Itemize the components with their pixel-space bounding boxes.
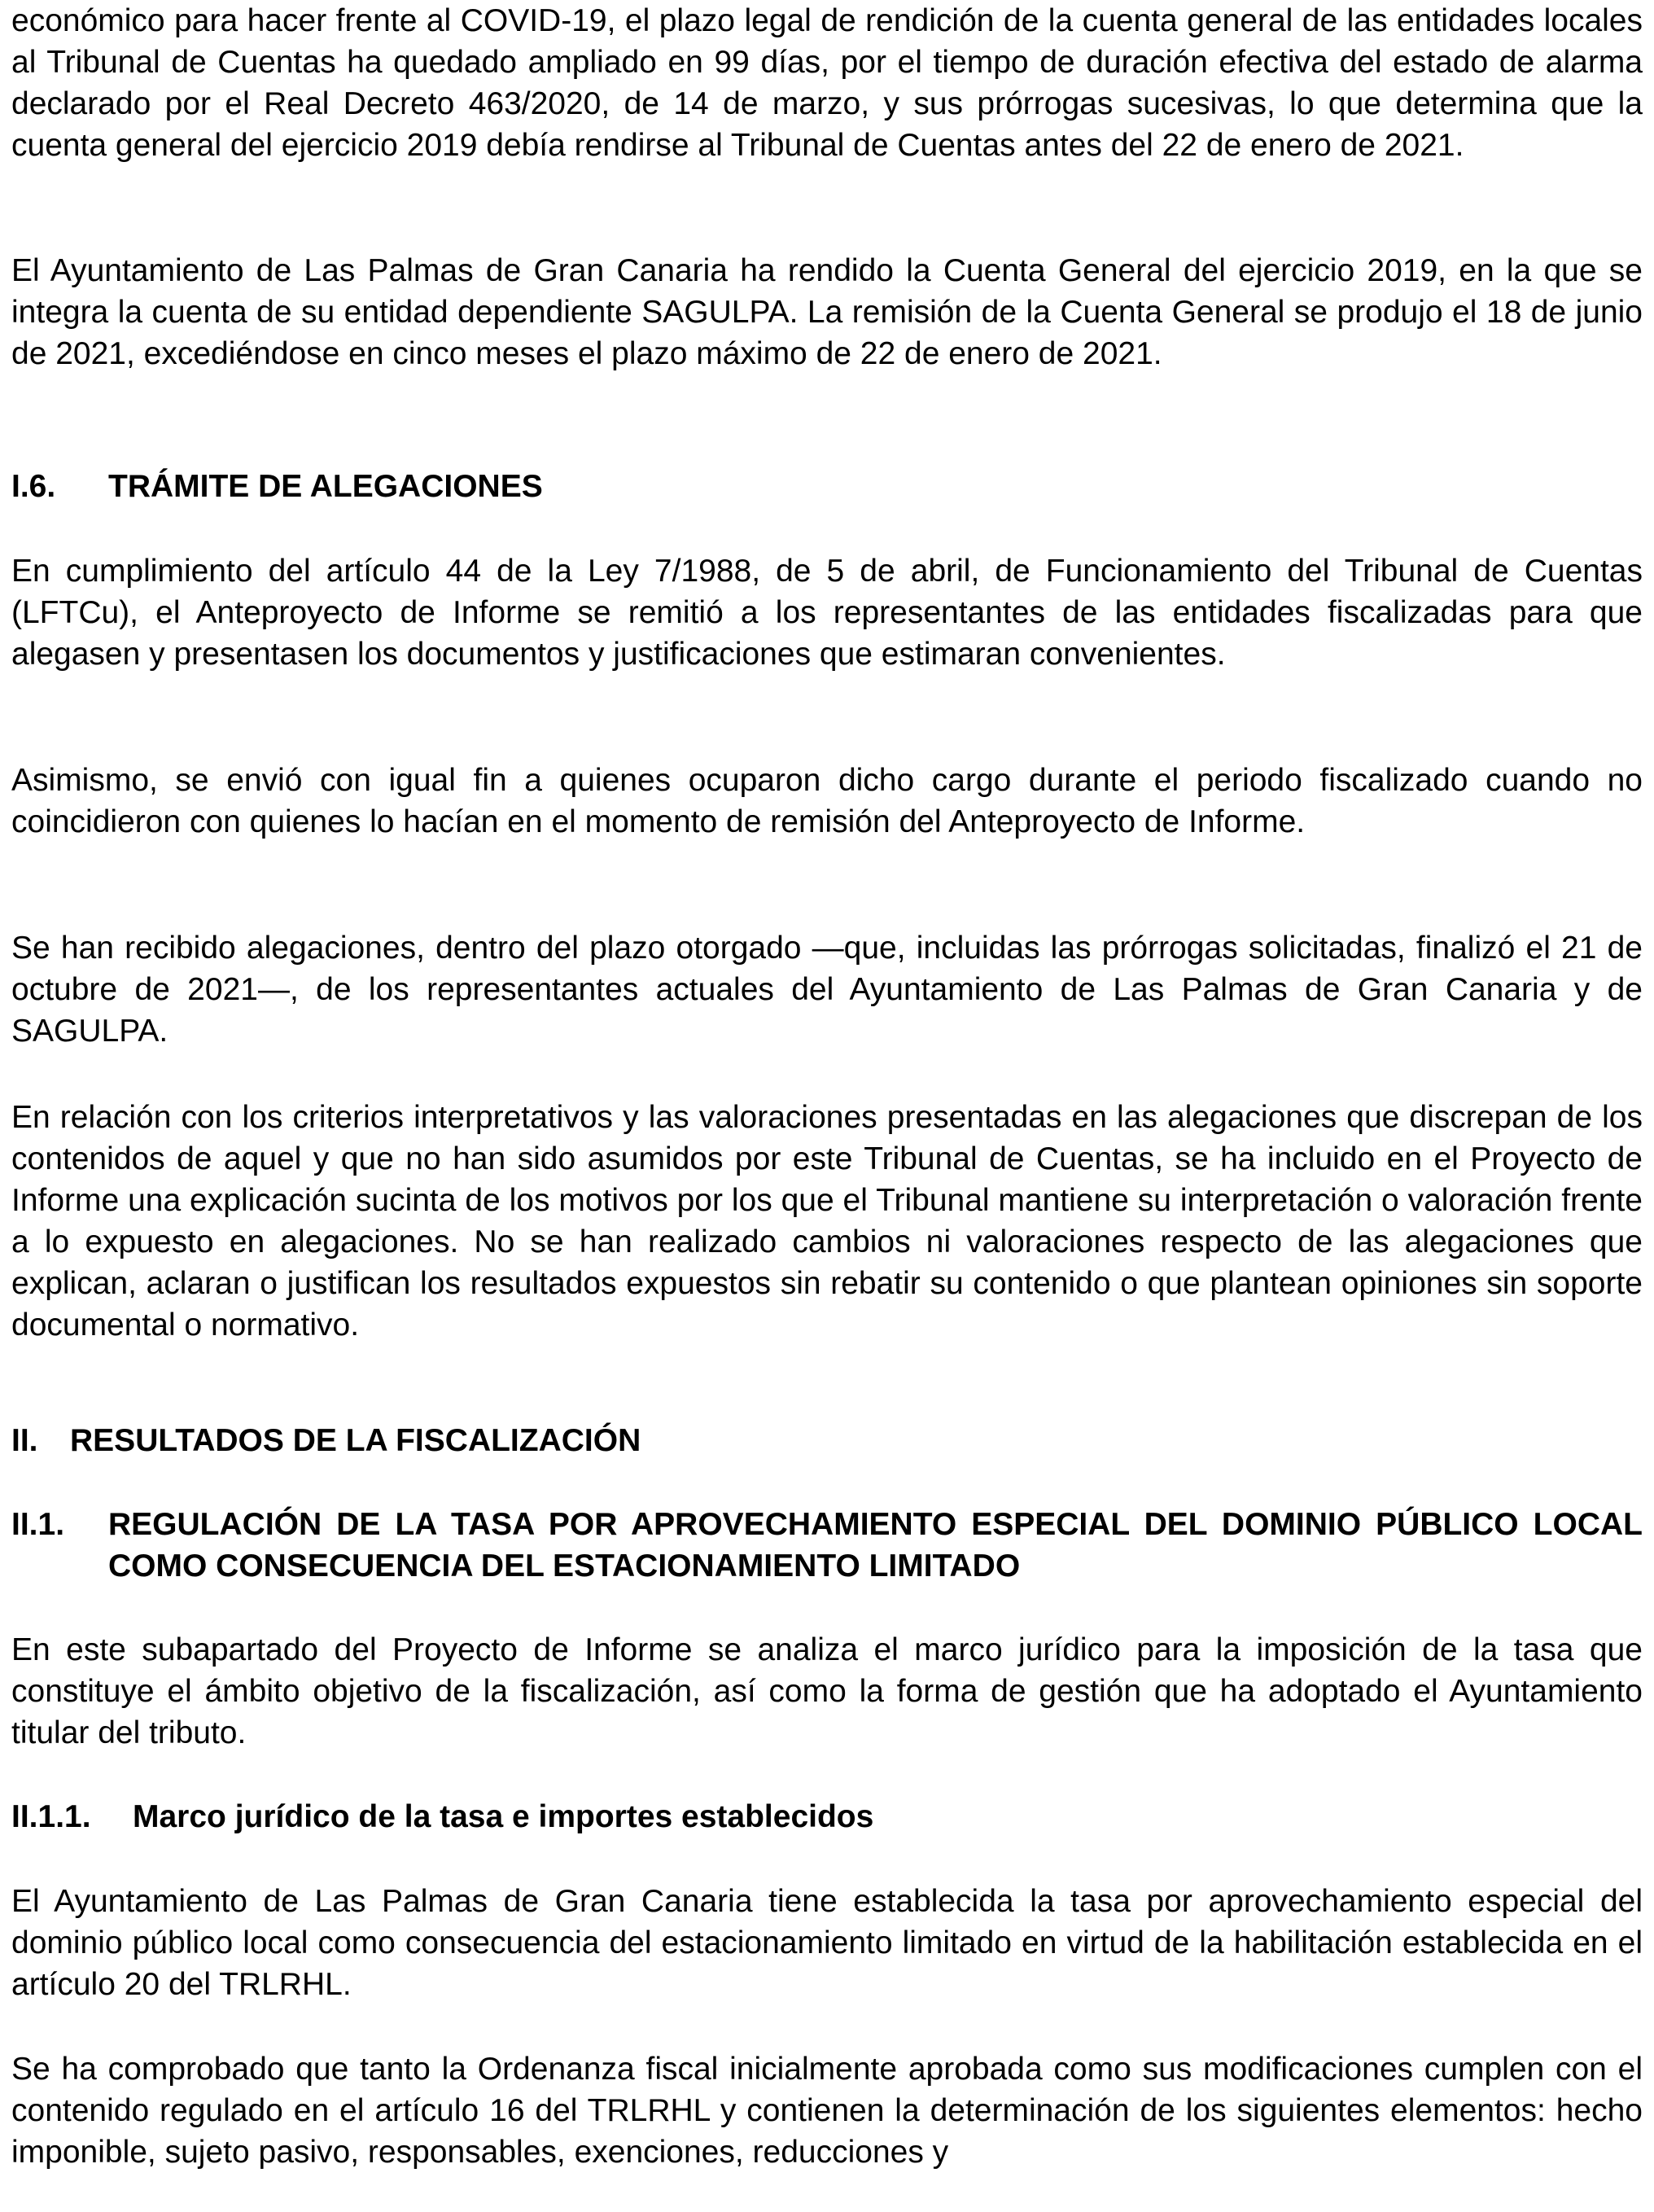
- paragraph-plazo-rendicion: económico para hacer frente al COVID-19, el plazo legal de rendición de la cuenta general de las entidades locales al Tribunal de Cuentas ha quedado ampliado en 99 días, por el tiempo de duración efectiva del estado de alarma declarado por el Real Decreto 463/2020, de 14 de marzo, y sus prórrogas sucesivas, lo que determina que la cuenta general del ejercicio 2019 debía rendirse al Tribunal de Cuentas antes del 22 de enero de 2021.: [11, 3, 1643, 163]
- heading-title: RESULTADOS DE LA FISCALIZACIÓN: [70, 1423, 641, 1458]
- heading-title: TRÁMITE DE ALEGACIONES: [108, 469, 543, 504]
- paragraph-subapartado: En este subapartado del Proyecto de Informe se analiza el marco jurídico para la imposición de la tasa que constituye el ámbito objetivo de la fiscalización, así como la forma de gestión que ha adoptado el Ayuntamiento titular del tributo.: [11, 1632, 1643, 1750]
- paragraph-cuenta-general: El Ayuntamiento de Las Palmas de Gran Canaria ha rendido la Cuenta General del ejercicio 2019, en la que se integra la cuenta de su entidad dependiente SAGULPA. La remisión de la Cuenta General se produjo el 18 de junio de 2021, excediéndose en cinco meses el plazo máximo de 22 de enero de 2021.: [11, 253, 1643, 371]
- heading-number: II.1.1.: [11, 1799, 91, 1834]
- section-heading-resultados: [11, 1420, 1643, 1461]
- paragraph-alegaciones-recibidas: Se han recibido alegaciones, dentro del plazo otorgado —que, incluidas las prórrogas solicitadas, finalizó el 21 de octubre de 2021—, de los representantes actuales del Ayuntamiento de Las Palmas de Gran Canaria y de SAGULPA.: [11, 931, 1643, 1049]
- paragraph-ordenanza-fiscal: Se ha comprobado que tanto la Ordenanza fiscal inicialmente aprobada como sus modificaciones cumplen con el contenido regulado en el artículo 16 del TRLRHL y contienen la determinación de los siguientes elementos: hecho imponible, sujeto pasivo, responsables, exenciones, reducciones y: [11, 2052, 1643, 2170]
- section-heading-regulacion-tasa: [11, 1504, 1643, 1587]
- paragraph-cumplimiento-articulo: En cumplimiento del artículo 44 de la Ley 7/1988, de 5 de abril, de Funcionamiento del Tribunal de Cuentas (LFTCu), el Anteproyecto de Informe se remitió a los representantes de las entidades fiscalizadas para que alegasen y presentasen los documentos y justificaciones que estimaran convenientes.: [11, 554, 1643, 672]
- heading-title: REGULACIÓN DE LA TASA POR APROVECHAMIENTO ESPECIAL DEL DOMINIO PÚBLICO LOCAL COMO CONSECUENCIA DEL ESTACIONAMIENTO LIMITADO: [108, 1507, 1643, 1583]
- paragraph-criterios-interpretativos: En relación con los criterios interpretativos y las valoraciones presentadas en las alegaciones que discrepan de los contenidos de aquel y que no han sido asumidos por este Tribunal de Cuentas, se ha incluido en el Proyecto de Informe una explicación sucinta de los motivos por los que el Tribunal mantiene su interpretación o valoración frente a lo expuesto en alegaciones. No se han realizado cambios ni valoraciones respecto de las alegaciones que explican, aclaran o justifican los resultados expuestos sin rebatir su contenido o que plantean opiniones sin soporte documental o normativo.: [11, 1100, 1643, 1343]
- paragraph-asimismo: Asimismo, se envió con igual fin a quienes ocuparon dicho cargo durante el periodo fiscalizado cuando no coincidieron con quienes lo hacían en el momento de remisión del Anteproyecto de Informe.: [11, 763, 1643, 839]
- heading-number: I.6.: [11, 469, 56, 504]
- heading-number: II.: [11, 1423, 38, 1458]
- heading-number: II.1.: [11, 1507, 65, 1542]
- section-heading-tramite-alegaciones: [11, 466, 1643, 507]
- heading-title: Marco jurídico de la tasa e importes establecidos: [133, 1799, 874, 1834]
- section-heading-marco-juridico: [11, 1796, 1643, 1837]
- paragraph-tasa-establecida: El Ayuntamiento de Las Palmas de Gran Canaria tiene establecida la tasa por aprovechamiento especial del dominio público local como consecuencia del estacionamiento limitado en virtud de la habilitación establecida en el artículo 20 del TRLRHL.: [11, 1884, 1643, 2002]
